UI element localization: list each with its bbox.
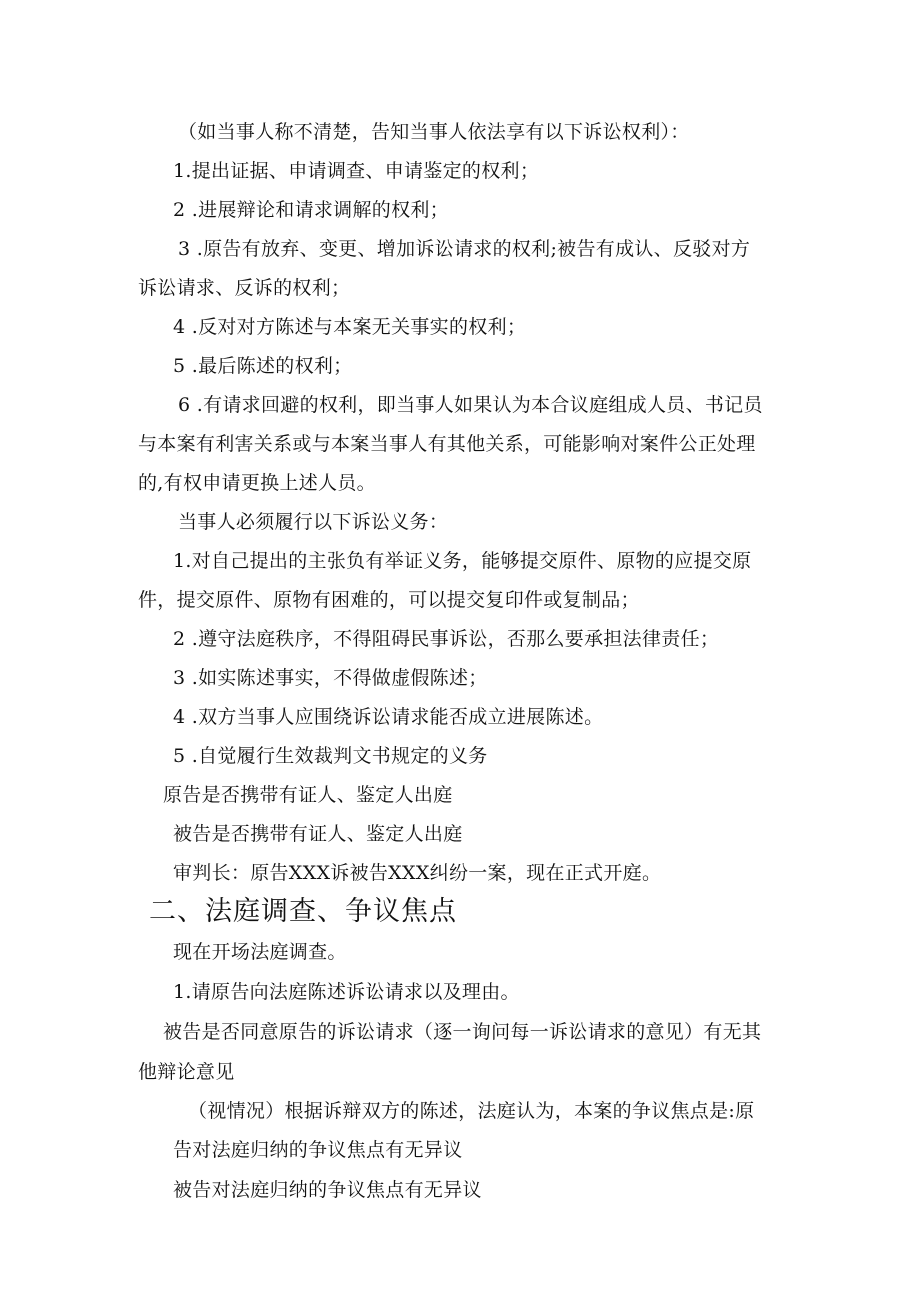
paragraph-line: 被告是否携带有证人、鉴定人出庭 xyxy=(173,823,463,845)
paragraph-line: 2 .进展辩论和请求调解的权利； xyxy=(173,199,449,221)
paragraph-line: 3 .如实陈述事实，不得做虚假陈述； xyxy=(173,667,488,689)
paragraph-line: 原告是否携带有证人、鉴定人出庭 xyxy=(163,784,453,806)
paragraph-line: 1.对自己提出的主张负有举证义务，能够提交原件、原物的应提交原 xyxy=(173,550,752,572)
paragraph-line: （视情况）根据诉辩双方的陈述，法庭认为，本案的争议焦点是:原 xyxy=(188,1100,755,1122)
paragraph-line: 1.请原告向法庭陈述诉讼请求以及理由。 xyxy=(173,981,520,1003)
paragraph-line: 他辩论意见 xyxy=(138,1061,235,1083)
paragraph-line: 5 .自觉履行生效裁判文书规定的义务 xyxy=(173,745,488,767)
paragraph-line: 现在开场法庭调查。 xyxy=(173,941,347,963)
paragraph-line: 告对法庭归纳的争议焦点有无异议 xyxy=(173,1139,463,1161)
paragraph-line: （如当事人称不清楚，告知当事人依法享有以下诉讼权利）： xyxy=(178,121,690,143)
paragraph-line: 4 .反对对方陈述与本案无关事实的权利； xyxy=(173,316,527,338)
paragraph-line: 6 .有请求回避的权利，即当事人如果认为本合议庭组成人员、书记员 xyxy=(178,394,763,416)
paragraph-line: 与本案有利害关系或与本案当事人有其他关系，可能影响对案件公正处理 xyxy=(138,433,756,455)
paragraph-line: 的,有权申请更换上述人员。 xyxy=(138,472,376,494)
paragraph-line: 件，提交原件、原物有困难的，可以提交复印件或复制品； xyxy=(138,589,640,611)
paragraph-line: 4 .双方当事人应围绕诉讼请求能否成立进展陈述。 xyxy=(173,706,604,728)
section-heading: 二、法庭调查、争议焦点 xyxy=(149,896,457,927)
paragraph-line: 3 .原告有放弃、变更、增加诉讼请求的权利;被告有成认、反驳对方 xyxy=(178,238,751,260)
paragraph-line: 2 .遵守法庭秩序，不得阻碍民事诉讼，否那么要承担法律责任； xyxy=(173,628,720,650)
paragraph-line: 被告是否同意原告的诉讼请求（逐一询问每一诉讼请求的意见）有无其 xyxy=(163,1021,762,1043)
paragraph-line: 5 .最后陈述的权利； xyxy=(173,355,353,377)
paragraph-line: 当事人必须履行以下诉讼义务： xyxy=(178,511,449,533)
paragraph-line: 诉讼请求、反诉的权利； xyxy=(138,277,351,299)
paragraph-line: 审判长：原告XXX诉被告XXX纠纷一案，现在正式开庭。 xyxy=(173,862,662,884)
paragraph-line: 1.提出证据、申请调查、申请鉴定的权利； xyxy=(173,160,540,182)
paragraph-line: 被告对法庭归纳的争议焦点有无异议 xyxy=(173,1179,482,1201)
